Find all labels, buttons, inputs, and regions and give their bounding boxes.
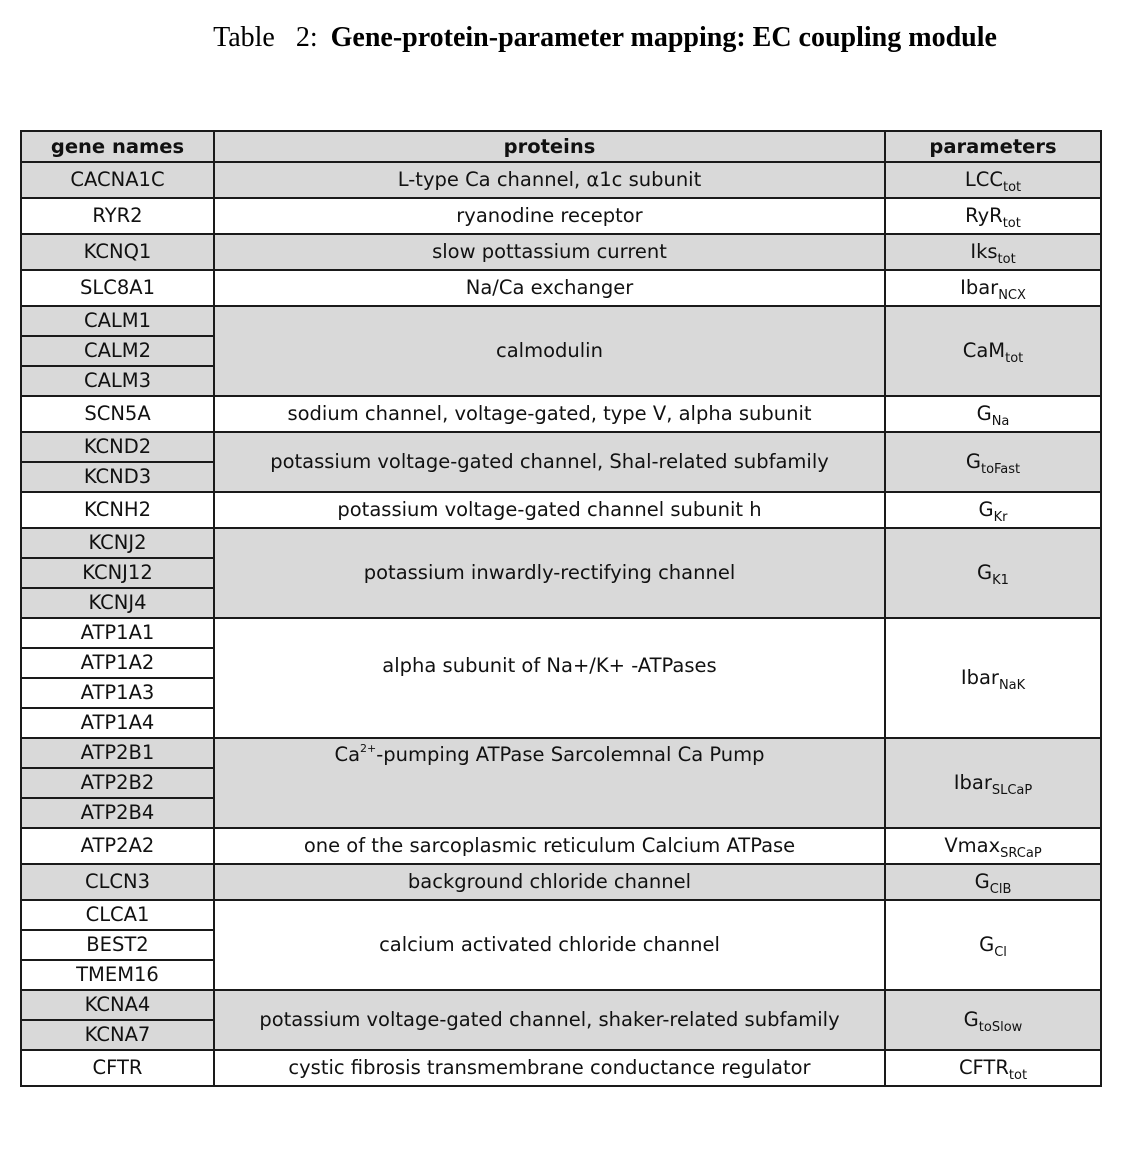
- table-row: [21, 234, 1101, 270]
- gene-cell: ATP2A2: [21, 828, 214, 864]
- table-row: [21, 1050, 1101, 1086]
- gene-cell: KCNJ2: [21, 528, 214, 558]
- protein-cell: sodium channel, voltage-gated, type V, alpha subunit: [214, 396, 885, 432]
- gene-cell: CACNA1C: [21, 162, 214, 198]
- protein-cell: potassium voltage-gated channel, Shal-related subfamily: [214, 432, 885, 492]
- gene-cell: ATP2B1: [21, 738, 214, 768]
- protein-cell: alpha subunit of Na+/K+ -ATPases: [214, 618, 885, 738]
- gene-cell: ATP1A1: [21, 618, 214, 648]
- gene-cell: ATP1A4: [21, 708, 214, 738]
- protein-cell: potassium voltage-gated channel subunit h: [214, 492, 885, 528]
- table-title: Gene-protein-parameter mapping: EC coupling module: [330, 22, 997, 53]
- gene-cell: KCNH2: [21, 492, 214, 528]
- table-row: [21, 396, 1101, 432]
- table-row: [21, 738, 1101, 768]
- protein-cell: calmodulin: [214, 306, 885, 396]
- gene-cell: ATP1A2: [21, 648, 214, 678]
- parameter-cell: Ibar$_{SLCaP}$: [885, 738, 1101, 828]
- protein-cell: cystic fibrosis transmembrane conductance regulator: [214, 1050, 885, 1086]
- gene-cell: RYR2: [21, 198, 214, 234]
- protein-cell: Na/Ca exchanger: [214, 270, 885, 306]
- parameter-cell: Iks$_{tot}$: [885, 234, 1101, 270]
- table-row: [21, 864, 1101, 900]
- gene-mapping-table: [20, 130, 1102, 1087]
- gene-cell: BEST2: [21, 930, 214, 960]
- gene-cell: KCNQ1: [21, 234, 214, 270]
- header-gene-names: gene names: [21, 131, 214, 162]
- table-row: [21, 990, 1101, 1020]
- table-label: Table 2:: [213, 22, 318, 53]
- parameter-cell: $CFTR_{tot}$: [885, 1050, 1101, 1086]
- gene-cell: CLCN3: [21, 864, 214, 900]
- gene-cell: CALM3: [21, 366, 214, 396]
- protein-cell: potassium voltage-gated channel, shaker-related subfamily: [214, 990, 885, 1050]
- parameter-cell: $G_{Cl}$: [885, 900, 1101, 990]
- table-row: [21, 270, 1101, 306]
- table-row: [21, 900, 1101, 930]
- protein-cell: background chloride channel: [214, 864, 885, 900]
- header-parameters: parameters: [885, 131, 1101, 162]
- gene-cell: CALM1: [21, 306, 214, 336]
- table-row: [21, 528, 1101, 558]
- parameter-cell: $LCC_{tot}$: [885, 162, 1101, 198]
- parameter-cell: RyR$_{tot}$: [885, 198, 1101, 234]
- gene-cell: KCNJ12: [21, 558, 214, 588]
- protein-cell: calcium activated chloride channel: [214, 900, 885, 990]
- protein-cell: potassium inwardly-rectifying channel: [214, 528, 885, 618]
- parameter-cell: $G_{toFast}$: [885, 432, 1101, 492]
- gene-cell: SCN5A: [21, 396, 214, 432]
- parameter-cell: $G_{ClB}$: [885, 864, 1101, 900]
- parameter-cell: Ibar$_{NaK}$: [885, 618, 1101, 738]
- gene-cell: KCNA7: [21, 1020, 214, 1050]
- header-proteins: proteins: [214, 131, 885, 162]
- parameter-cell: CaM$_{tot}$: [885, 306, 1101, 396]
- table-row: [21, 828, 1101, 864]
- protein-cell: L-type Ca channel, α1c subunit: [214, 162, 885, 198]
- table-row: [21, 306, 1101, 336]
- parameter-cell: $G_{K1}$: [885, 528, 1101, 618]
- protein-cell: slow pottassium current: [214, 234, 885, 270]
- gene-cell: ATP2B2: [21, 768, 214, 798]
- parameter-cell: Vmax$_{SRCaP}$: [885, 828, 1101, 864]
- table-row: [21, 618, 1101, 648]
- gene-cell: KCNJ4: [21, 588, 214, 618]
- table-row: [21, 162, 1101, 198]
- parameter-cell: $G_{Kr}$: [885, 492, 1101, 528]
- table-row: [21, 432, 1101, 462]
- gene-cell: CLCA1: [21, 900, 214, 930]
- gene-cell: KCND3: [21, 462, 214, 492]
- protein-cell: ryanodine receptor: [214, 198, 885, 234]
- protein-cell: $Ca^{2+}$-pumping ATPase Sarcolemnal Ca Pump: [214, 738, 885, 828]
- table-row: [21, 198, 1101, 234]
- gene-cell: ATP2B4: [21, 798, 214, 828]
- gene-cell: ATP1A3: [21, 678, 214, 708]
- gene-cell: KCNA4: [21, 990, 214, 1020]
- parameter-cell: $G_{toSlow}$: [885, 990, 1101, 1050]
- table-row: [21, 492, 1101, 528]
- gene-cell: TMEM16: [21, 960, 214, 990]
- gene-cell: CALM2: [21, 336, 214, 366]
- header-row: [21, 131, 1101, 162]
- parameter-cell: Ibar$_{NCX}$: [885, 270, 1101, 306]
- table-caption: [0, 22, 1122, 54]
- gene-cell: SLC8A1: [21, 270, 214, 306]
- parameter-cell: $G_{Na}$: [885, 396, 1101, 432]
- gene-cell: KCND2: [21, 432, 214, 462]
- protein-cell: one of the sarcoplasmic reticulum Calcium ATPase: [214, 828, 885, 864]
- gene-cell: CFTR: [21, 1050, 214, 1086]
